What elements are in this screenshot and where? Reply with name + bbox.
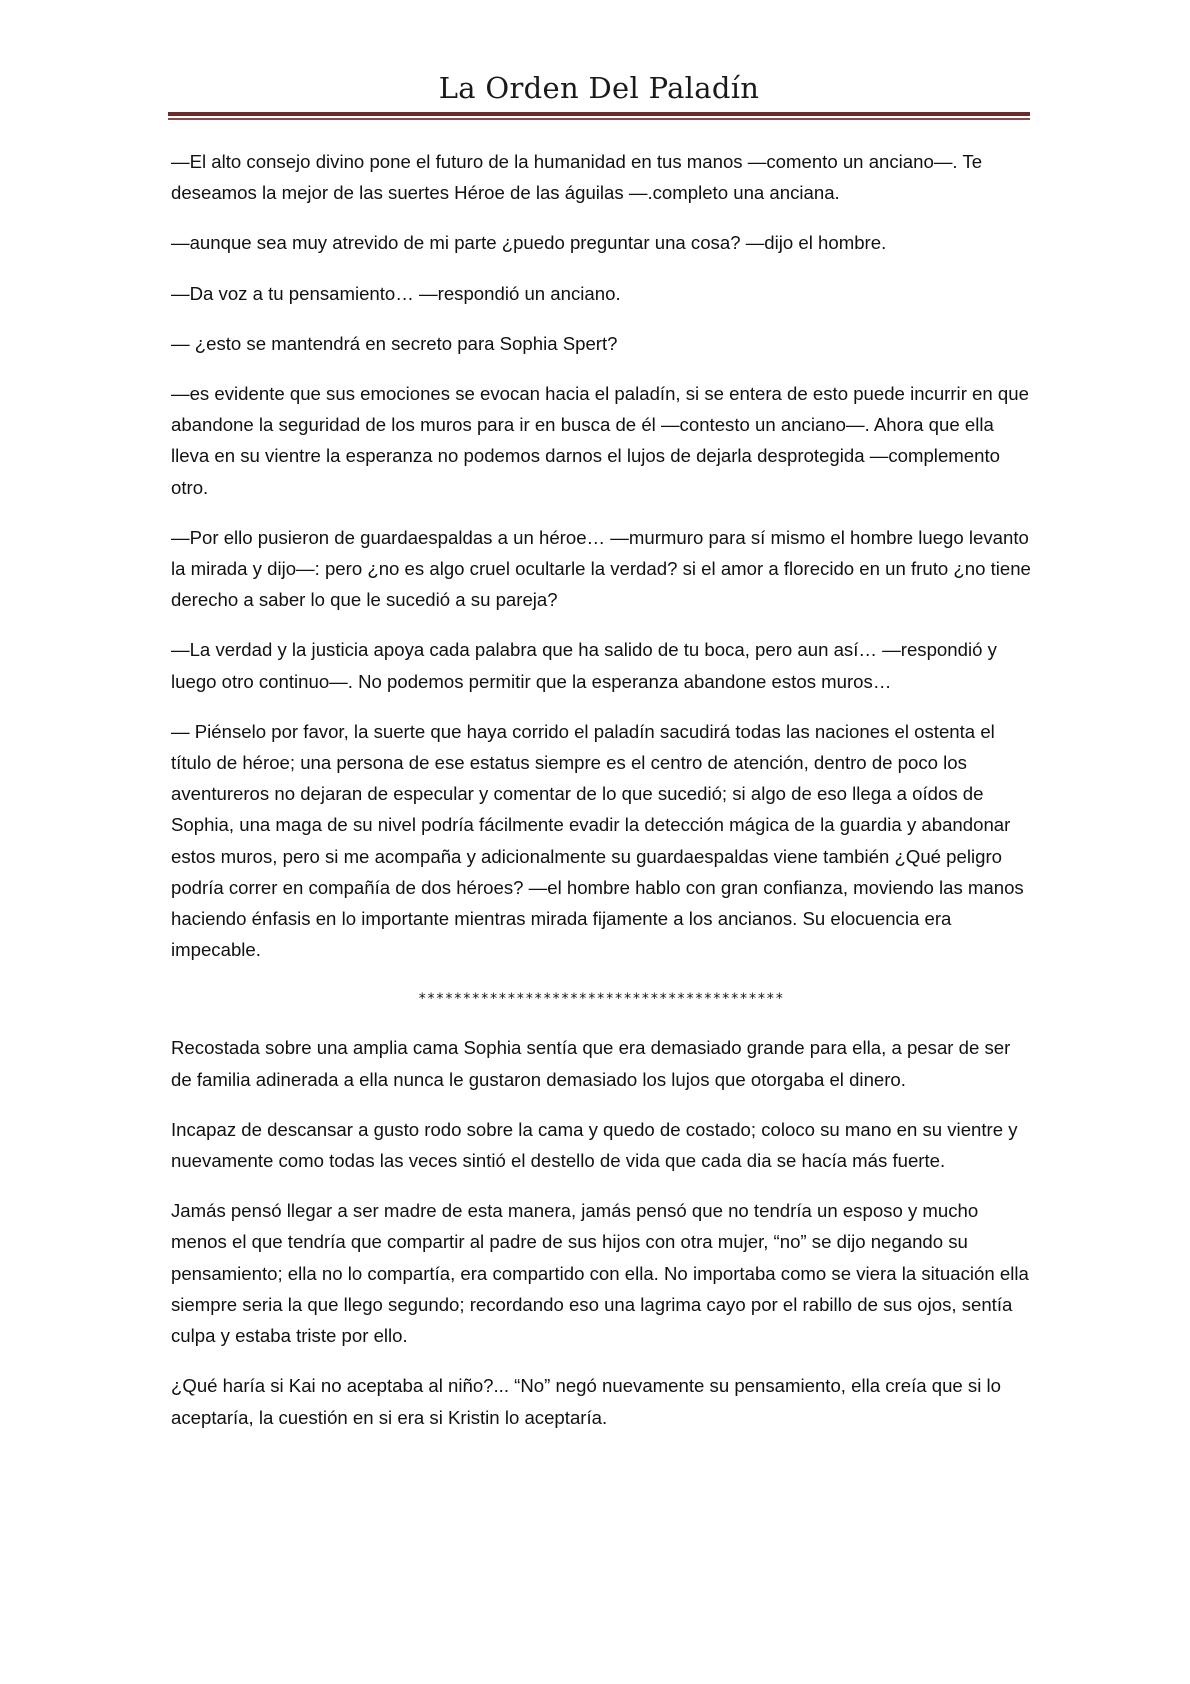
body-text: [171, 146, 1031, 1452]
paragraph: ¿Qué haría si Kai no aceptaba al niño?... “No” negó nuevamente su pensamiento, ella creía que si lo aceptaría, la cuestión en si era si Kristin lo aceptaría.: [171, 1375, 1001, 1428]
paragraph: —aunque sea muy atrevido de mi parte ¿puedo preguntar una cosa? —dijo el hombre.: [171, 232, 887, 254]
page-header: [168, 68, 1030, 108]
header-rule-thin: [168, 118, 1030, 120]
paragraph: —El alto consejo divino pone el futuro de la humanidad en tus manos —comento un anciano—. Te deseamos la mejor de las suertes Héroe de las águilas —.completo una anciana.: [171, 151, 983, 204]
header-title: La Orden Del Paladín: [438, 71, 760, 105]
paragraph: — Piénselo por favor, la suerte que haya corrido el paladín sacudirá todas las naciones el ostenta el título de héroe; una persona de ese estatus siempre es el centro de atención, dentro de poco los aventureros no dejaran de especular y comentar de lo que sucedió; si algo de eso llega a oídos de Sophia, una maga de su nivel podría fácilmente evadir la detección mágica de la guardia y abandonar estos muros, pero si me acompaña y adicionalmente su guardaespaldas viene también ¿Qué peligro podría correr en compañía de dos héroes? —el hombre hablo con gran confianza, moviendo las manos haciendo énfasis en lo importante mientras mirada fijamente a los ancianos. Su elocuencia era impecable.: [171, 720, 1024, 961]
paragraph: — ¿esto se mantendrá en secreto para Sophia Spert?: [171, 332, 618, 354]
paragraph: —Por ello pusieron de guardaespaldas a un héroe… —murmuro para sí mismo el hombre luego levanto la mirada y dijo—: pero ¿no es algo cruel ocultarle la verdad? si el amor a florecido en un fruto ¿no tiene derecho a saber lo que le sucedió a su pareja?: [171, 526, 1031, 611]
scene-separator: *****************************************: [417, 991, 785, 1008]
paragraph: Jamás pensó llegar a ser madre de esta manera, jamás pensó que no tendría un esposo y mucho menos el que tendría que compartir al padre de sus hijos con otra mujer, “no” se dijo negando su pensamiento; ella no lo compartía, era compartido con ella. No importaba como se viera la situación ella siempre seria la que llego segundo; recordando eso una lagrima cayo por el rabillo de sus ojos, sentía culpa y estaba triste por ello.: [171, 1200, 1029, 1347]
paragraph: —Da voz a tu pensamiento… —respondió un anciano.: [171, 282, 621, 304]
header-rule: [168, 112, 1030, 116]
paragraph: —La verdad y la justicia apoya cada palabra que ha salido de tu boca, pero aun así… —respondió y luego otro continuo—. No podemos permitir que la esperanza abandone estos muros…: [171, 639, 997, 692]
paragraph: Recostada sobre una amplia cama Sophia sentía que era demasiado grande para ella, a pesar de ser de familia adinerada a ella nunca le gustaron demasiado los lujos que otorgaba el dinero.: [171, 1037, 1011, 1090]
paragraph: —es evidente que sus emociones se evocan hacia el paladín, si se entera de esto puede incurrir en que abandone la seguridad de los muros para ir en busca de él —contesto un anciano—. Ahora que ella lleva en su vientre la esperanza no podemos darnos el lujos de dejarla desprotegida —complemento otro.: [171, 383, 1029, 498]
paragraph: Incapaz de descansar a gusto rodo sobre la cama y quedo de costado; coloco su mano en su vientre y nuevamente como todas las veces sintió el destello de vida que cada dia se hacía más fuerte.: [171, 1118, 1018, 1172]
